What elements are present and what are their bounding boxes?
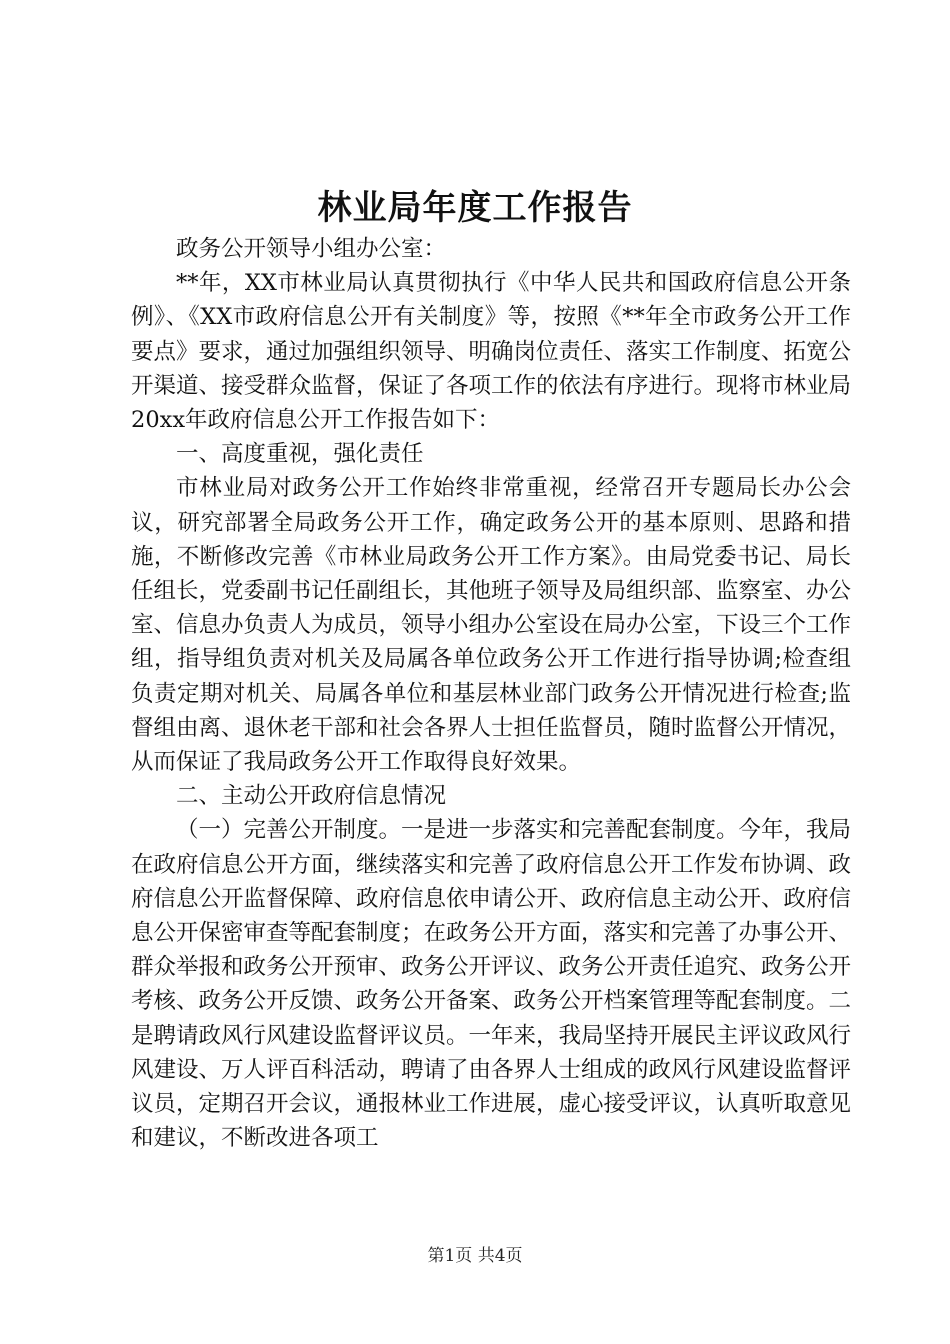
section-heading-2: 二、主动公开政府信息情况 [176, 783, 447, 810]
salutation-paragraph: 政务公开领导小组办公室： [176, 236, 447, 262]
page-number-footer: 第1页 共4页 [427, 1246, 523, 1266]
intro-paragraph: **年，XX市林业局认真贯彻执行《中华人民共和国政府信息公开条例》、《XX市政府信息公开有关制度》等，按照《**年全市政务公开工作要点》要求，通过加强组织领导、明确岗位责任、落实工作制度、拓宽公开渠道、接受群众监督，保证了各项工作的依法有序进行。现将市林业局20xx年政府信息公开工作报告如下： [131, 270, 852, 434]
section-heading-1: 一、高度重视，强化责任 [176, 441, 424, 468]
document-title: 林业局年度工作报告 [317, 188, 633, 228]
section-1-paragraph: 市林业局对政务公开工作始终非常重视，经常召开专题局长办公会议，研究部署全局政务公开工作，确定政务公开的基本原则、思路和措施，不断修改完善《市林业局政务公开工作方案》。由局党委书记、局长任组长，党委副书记任副组长，其他班子领导及局组织部、监察室、办公室、信息办负责人为成员，领导小组办公室设在局办公室，下设三个工作组，指导组负责对机关及局属各单位政务公开工作进行指导协调;检查组负责定期对机关、局属各单位和基层林业部门政务公开情况进行检查;监督组由离、退休老干部和社会各界人士担任监督员，随时监督公开情况，从而保证了我局政务公开工作取得良好效果。 [131, 475, 852, 776]
document-body [131, 232, 851, 1155]
section-2-paragraph: （一）完善公开制度。一是进一步落实和完善配套制度。今年，我局在政府信息公开方面，继续落实和完善了政府信息公开工作发布协调、政府信息公开监督保障、政府信息依申请公开、政府信息主动公开、政府信息公开保密审查等配套制度；在政务公开方面，落实和完善了办事公开、群众举报和政务公开预审、政务公开评议、政务公开责任追究、政务公开考核、政务公开反馈、政务公开备案、政务公开档案管理等配套制度。二是聘请政风行风建设监督评议员。一年来，我局坚持开展民主评议政风行风建设、万人评百科活动，聘请了由各界人士组成的政风行风建设监督评议员，定期召开会议，通报林业工作进展，虚心接受评议，认真听取意见和建议，不断改进各项工 [131, 817, 852, 1152]
